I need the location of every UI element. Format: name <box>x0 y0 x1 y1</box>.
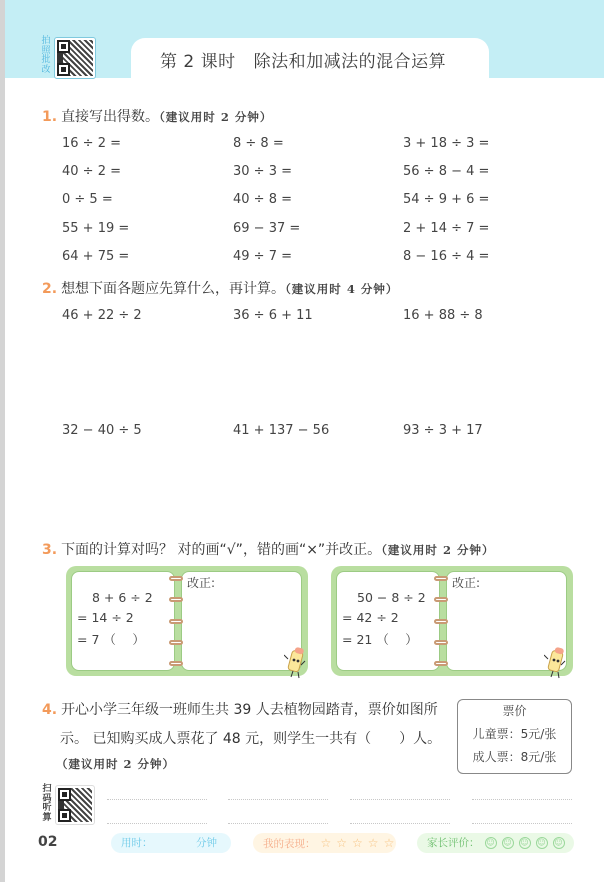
scratch-line[interactable] <box>350 799 450 800</box>
calc-line: = 14 ÷ 2 <box>77 610 134 625</box>
star-icon[interactable]: ☆ <box>367 836 379 850</box>
lesson-title: 除法和加减法的混合运算 <box>253 52 447 72</box>
qr-code-icon[interactable] <box>55 785 95 825</box>
question-2-heading: 2. 想想下面各题应先算什么，再计算。（建议用时 4 分钟） <box>42 281 399 297</box>
answer-blank[interactable]: = 7 （ ） <box>77 632 145 647</box>
answer-blank[interactable]: = 21 （ ） <box>342 632 418 647</box>
q1-item: 0 ÷ 5 = <box>62 192 113 207</box>
q1-item: 55 + 19 = <box>62 221 130 236</box>
q1-item: 54 ÷ 9 + 6 = <box>403 192 490 207</box>
correction-label: 改正: <box>452 576 481 590</box>
smiley-icon[interactable]: ☺ <box>520 838 529 847</box>
q2-item: 32 − 40 ÷ 5 <box>62 423 142 438</box>
smiley-icon[interactable]: ☺ <box>503 838 512 847</box>
time-unit: 分钟 <box>196 837 217 849</box>
scratch-line[interactable] <box>107 799 207 800</box>
question-4-heading: 4. 开心小学三年级一班师生共 39 人去植物园踏青，票价如图所 <box>42 702 438 718</box>
lesson-number: 第 2 课时 <box>160 52 236 72</box>
q1-item: 49 ÷ 7 = <box>233 249 292 264</box>
question-3-heading: 3. 下面的计算对吗？ 对的画“√”，错的画“×”并改正。（建议用时 2 分钟） <box>42 542 495 558</box>
question-1-heading: 1. 直接写出得数。（建议用时 2 分钟） <box>42 109 273 125</box>
page-title <box>160 47 446 72</box>
qr-code-icon[interactable] <box>54 37 96 79</box>
smiley-icon[interactable]: ☺ <box>537 838 546 847</box>
question-4-text-line2: 示。 已知购买成人票花了 48 元，则学生一共有（ ）人。 <box>60 731 442 747</box>
smiley-icon[interactable]: ☺ <box>486 838 495 847</box>
pencil-mascot-icon <box>544 645 566 679</box>
performance-label: 我的表现： <box>263 838 316 850</box>
correction-label: 改正: <box>187 576 216 590</box>
q1-item: 40 ÷ 2 = <box>62 164 121 179</box>
scan-listen-label: 扫 码 听 算 <box>42 784 52 823</box>
q1-item: 3 + 18 ÷ 3 = <box>403 136 490 151</box>
smiley-icon[interactable]: ☺ <box>554 838 563 847</box>
time-label: 用时： <box>121 837 153 849</box>
q2-item: 36 ÷ 6 + 11 <box>233 308 313 323</box>
q1-item: 64 + 75 = <box>62 249 130 264</box>
scratch-line[interactable] <box>350 823 450 824</box>
q2-item: 41 + 137 − 56 <box>233 423 330 438</box>
question-4-hint: （建议用时 2 分钟） <box>56 757 176 771</box>
scratch-line[interactable] <box>228 799 328 800</box>
calc-line: = 42 ÷ 2 <box>342 610 399 625</box>
child-ticket-price: 儿童票：5元/张 <box>472 727 557 741</box>
q1-item: 30 ÷ 3 = <box>233 164 292 179</box>
parent-label: 家长评价： <box>427 837 480 849</box>
scan-grade-label: 拍 照 批 改 <box>41 36 51 75</box>
star-icon[interactable]: ☆ <box>352 836 363 850</box>
notebook-card-1 <box>66 566 308 676</box>
q1-item: 56 ÷ 8 − 4 = <box>403 164 490 179</box>
price-box-title: 票价 <box>502 704 527 718</box>
q1-item: 69 − 37 = <box>233 221 301 236</box>
notebook-card-2 <box>331 566 573 676</box>
page-edge <box>0 0 5 882</box>
time-spent-field[interactable] <box>111 833 231 853</box>
q2-item: 46 + 22 ÷ 2 <box>62 308 142 323</box>
page-number: 02 <box>38 834 58 850</box>
scratch-line[interactable] <box>228 823 328 824</box>
self-rating <box>253 833 396 853</box>
calc-line: 8 + 6 ÷ 2 <box>92 590 153 605</box>
q2-item: 93 ÷ 3 + 17 <box>403 423 483 438</box>
pencil-mascot-icon <box>284 645 306 679</box>
q1-item: 8 ÷ 8 = <box>233 136 284 151</box>
q1-item: 8 − 16 ÷ 4 = <box>403 249 490 264</box>
star-icon[interactable]: ☆ <box>383 836 395 850</box>
calc-line: 50 − 8 ÷ 2 <box>357 590 426 605</box>
ring-binding <box>169 576 185 666</box>
star-icon[interactable]: ☆ <box>336 836 348 850</box>
q1-item: 16 ÷ 2 = <box>62 136 121 151</box>
ticket-price-box <box>457 699 572 774</box>
ring-binding <box>434 576 450 666</box>
star-icon[interactable]: ☆ <box>320 836 332 850</box>
q2-item: 16 + 88 ÷ 8 <box>403 308 483 323</box>
parent-rating <box>417 833 574 853</box>
scratch-line[interactable] <box>472 799 572 800</box>
q1-item: 2 + 14 ÷ 7 = <box>403 221 490 236</box>
q1-item: 40 ÷ 8 = <box>233 192 292 207</box>
adult-ticket-price: 成人票：8元/张 <box>472 750 557 764</box>
scratch-line[interactable] <box>472 823 572 824</box>
scratch-line[interactable] <box>107 823 207 824</box>
